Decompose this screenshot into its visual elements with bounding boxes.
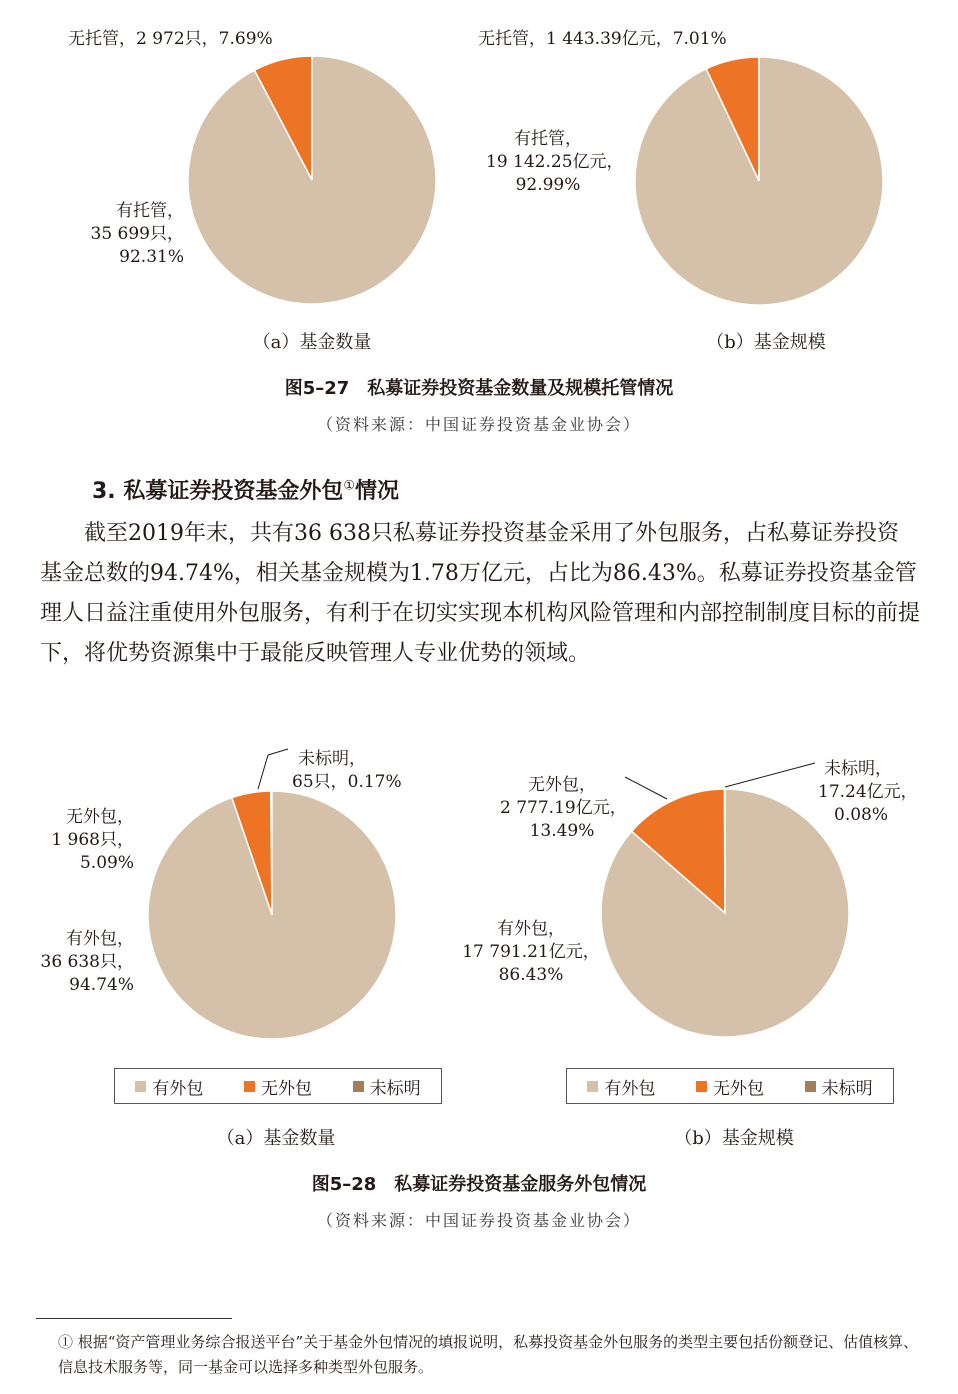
subtitle-fund-count: （a）基金数量	[252, 332, 372, 353]
slice-label-unspecified-count: 未标明， 65只，0.17%	[292, 749, 402, 792]
legend-swatch	[805, 1081, 816, 1092]
footnote: ① 根据“资产管理业务综合报送平台”关于基金外包情况的填报说明，私募投资基金外包服务的类型主要包括份额登记、估值核算、信息技术服务等，同一基金可以选择多种类型外包服务。	[58, 1333, 919, 1376]
figure-caption-5-28: 图5–28 私募证券投资基金服务外包情况	[311, 1174, 647, 1195]
legend-item-unspecified: 未标明	[353, 1074, 421, 1099]
slice-label-unspecified-scale: 未标明， 17.24亿元， 0.08%	[818, 759, 918, 825]
slice-label-custody-scale: 有托管， 19 142.25亿元， 92.99%	[486, 129, 624, 195]
leader-line-unspecified	[725, 763, 815, 787]
slice-label-custody-count: 有托管， 35 699只， 92.31%	[90, 201, 184, 267]
slice-label-no-outsourcing-count: 无外包， 1 968只， 5.09%	[51, 807, 134, 873]
legend-fund-count	[114, 1068, 442, 1104]
legend-item-outsourced: 有外包	[135, 1074, 203, 1099]
slice-label-no-custody-scale: 无托管，1 443.39亿元，7.01%	[478, 29, 727, 49]
legend-item-not-outsourced: 无外包	[696, 1074, 764, 1099]
slice-label-outsourcing-count: 有外包， 36 638只， 94.74%	[40, 929, 134, 995]
legend-swatch	[587, 1081, 598, 1092]
section-heading: 3. 私募证券投资基金外包①情况	[92, 478, 399, 504]
figure-source-5-27: （资料来源：中国证券投资基金业协会）	[316, 415, 641, 434]
footnote-divider	[36, 1318, 232, 1319]
slice-label-no-custody-count: 无托管，2 972只，7.69%	[68, 29, 273, 49]
legend-swatch	[696, 1081, 707, 1092]
figure-source-5-28: （资料来源：中国证券投资基金业协会）	[316, 1211, 641, 1230]
legend-fund-scale	[566, 1068, 894, 1104]
figure-caption-5-27: 图5–27 私募证券投资基金数量及规模托管情况	[284, 378, 674, 399]
section-paragraph: 截至2019年末，共有36 638只私募证券投资基金采用了外包服务，占私募证券投资基金总数的94.74%，相关基金规模为1.78万亿元，占比为86.43%。私募证券投资基金管理人日益注重使用外包服务，有利于在切实实现本机构风险管理和内部控制制度目标的前提下，将优势资源集中于最能反映管理人专业优势的领域。	[40, 521, 921, 666]
legend-item-unspecified: 未标明	[805, 1074, 873, 1099]
legend-swatch	[135, 1081, 146, 1092]
subtitle-outsourcing-count: （a）基金数量	[216, 1128, 336, 1149]
legend-item-outsourced: 有外包	[587, 1074, 655, 1099]
subtitle-fund-scale: （b）基金规模	[706, 332, 826, 353]
legend-item-not-outsourced: 无外包	[244, 1074, 312, 1099]
slice-label-outsourcing-scale: 有外包， 17 791.21亿元， 86.43%	[462, 919, 600, 985]
legend-swatch	[244, 1081, 255, 1092]
subtitle-outsourcing-scale: （b）基金规模	[674, 1128, 794, 1149]
leader-line-no-outsourcing	[625, 777, 667, 799]
footnote-ref: ①	[343, 478, 355, 494]
legend-swatch	[353, 1081, 364, 1092]
slice-label-no-outsourcing-scale: 无外包， 2 777.19亿元， 13.49%	[500, 775, 627, 841]
